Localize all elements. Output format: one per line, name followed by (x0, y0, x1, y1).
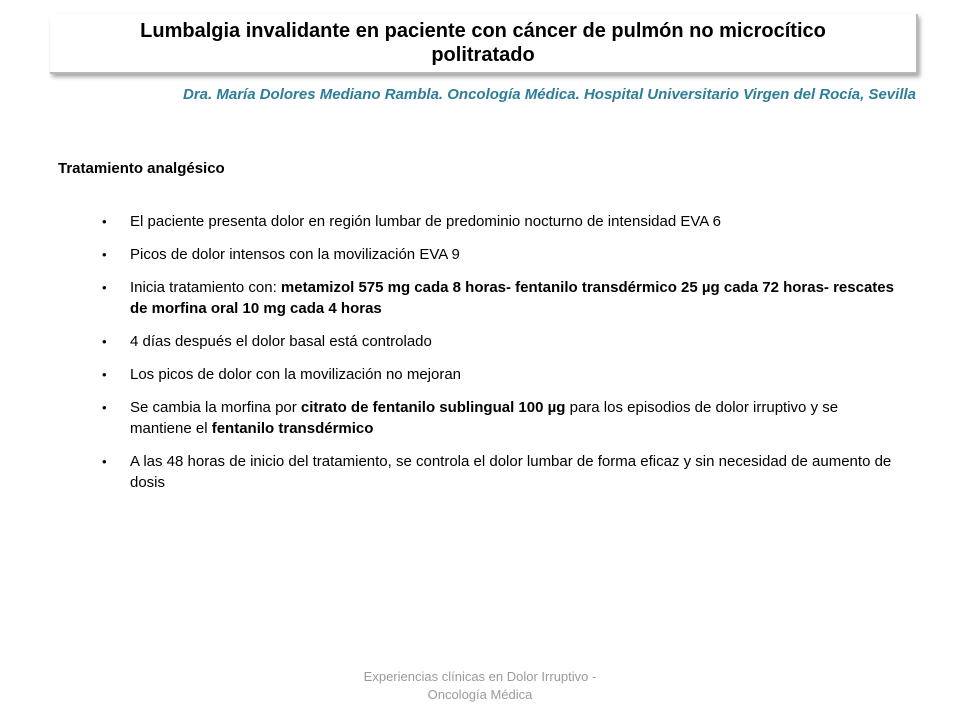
bullet-item (102, 244, 902, 265)
bullet-bold-text: citrato de fentanilo sublingual 100 µg (300, 399, 566, 416)
bullet-text: Se cambia la morfina por (130, 399, 301, 416)
bullet-text: Inicia tratamiento con: (130, 279, 281, 296)
bullet-dot: • (102, 334, 107, 349)
footer-line-2: Oncología Médica (427, 687, 533, 702)
bullet-list (102, 211, 902, 505)
bullet-text: A las 48 horas de inicio del tratamiento, se controla el dolor lumbar de forma eficaz y sin necesidad de aumento de dosis (130, 453, 892, 491)
bullet-item (102, 277, 902, 319)
bullet-item (102, 451, 902, 493)
bullet-text: 4 días después el dolor basal está controlado (130, 333, 432, 350)
footer (330, 668, 630, 704)
bullet-text: Los picos de dolor con la movilización no mejoran (130, 366, 462, 383)
bullet-item (102, 397, 902, 439)
bullet-dot: • (102, 280, 107, 295)
bullet-text: El paciente presenta dolor en región lumbar de predominio nocturno de intensidad EVA 6 (130, 213, 721, 230)
author-line: Dra. María Dolores Mediano Rambla. Oncología Médica. Hospital Universitario Virgen del Rocía, Sevilla (183, 86, 916, 103)
title-box (50, 14, 918, 74)
bullet-dot: • (102, 400, 107, 415)
bullet-item (102, 211, 902, 232)
bullet-dot: • (102, 367, 107, 382)
footer-line-1: Experiencias clínicas en Dolor Irruptivo - (363, 669, 597, 684)
bullet-item (102, 331, 902, 352)
bullet-bold-text: fentanilo transdérmico (211, 420, 374, 437)
bullet-item (102, 364, 902, 385)
section-heading: Tratamiento analgésico (58, 160, 225, 177)
bullet-text: Picos de dolor intensos con la movilización EVA 9 (130, 246, 460, 263)
bullet-dot: • (102, 454, 107, 469)
bullet-dot: • (102, 247, 107, 262)
bullet-dot: • (102, 214, 107, 229)
bullet-bold-text: metamizol 575 mg cada 8 horas- fentanilo transdérmico 25 µg cada 72 horas- rescates de morfina oral 10 mg cada 4 horas (130, 279, 894, 317)
bullet-text: para los episodios de dolor irruptivo y se mantiene el (130, 399, 839, 437)
slide-title: Lumbalgia invalidante en paciente con cáncer de pulmón no microcítico politratado (140, 20, 826, 66)
